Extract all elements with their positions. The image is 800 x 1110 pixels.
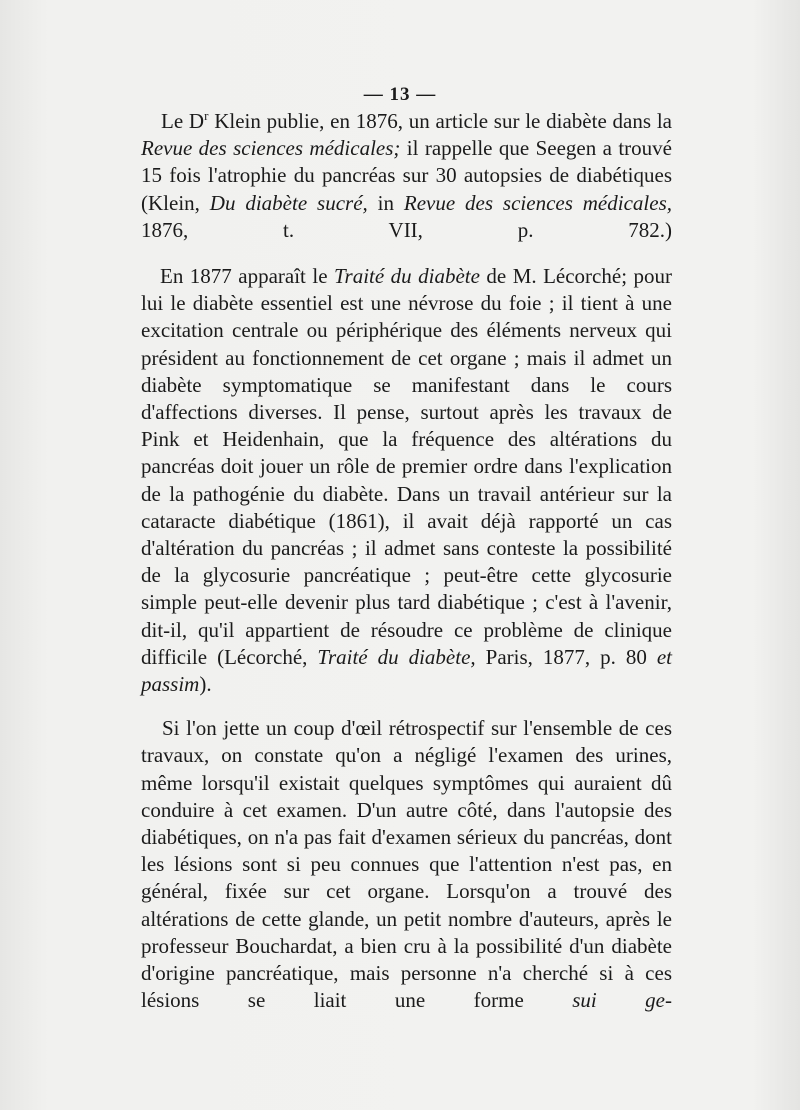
paragraph-klein (141, 108, 672, 244)
italic-citation: Revue des sciences médicales; (141, 136, 401, 161)
text-segment: in (367, 190, 404, 215)
text-segment: En 1877 apparaît le (160, 264, 334, 289)
text-segment: Klein publie, en 1876, un article sur le diabète dans la (208, 109, 672, 133)
text-segment: ). (199, 672, 212, 697)
text-segment: Si l'on jette un coup d'œil rétrospectif sur l'ensemble de ces travaux, on constate qu'on a négligé l'examen des urines, même lorsqu'il existait quelques symptômes qui auraient dû conduire à cet examen. D'un autre côté, dans l'autopsie des diabétiques, on n'a pas fait d'examen sérieux du pancréas, dont les lésions sont si peu connues que l'attention n'est pas, en général, fixée sur cet organe. Lorsqu'on a trouvé des altérations de cette glande, un petit nombre d'auteurs, après le professeur Bouchardat, a bien cru à la possibilité d'un diabète d'origine pancréatique, mais personne n'a cherché si à ces lésions se liait une forme (141, 716, 672, 1013)
body-text (141, 108, 672, 1015)
text-segment: Paris, 1877, p. 80 (475, 644, 657, 669)
italic-term: sui ge- (572, 988, 672, 1013)
italic-citation: Traité du diabète (334, 264, 480, 289)
text-segment: 1876, t. VII, p. 782.) (141, 217, 672, 242)
italic-citation: et passim (141, 644, 673, 697)
text-segment: il rappelle que Seegen a trouvé 15 fois l'atrophie du pancréas sur 30 autopsies de diabétiques (Klein, (141, 136, 672, 215)
paragraph-retrospective (141, 715, 672, 1014)
italic-citation: Traité du diabète, (317, 644, 476, 669)
italic-citation: Revue des sciences médicales, (403, 190, 672, 215)
text-segment: Le D (161, 109, 205, 133)
italic-citation: Du diabète sucré, (209, 190, 368, 215)
page-number: — 13 — (363, 84, 437, 105)
text-segment: de M. Lécorché; pour lui le diabète essentiel est une névrose du foie ; il tient à une excitation centrale ou périphérique des éléments nerveux qui président au fonctionnement de cet organe ; mais il admet un diabète symptomatique se manifestant dans le cours d'affections diverses. Il pense, surtout après les travaux de Pink et Heidenhain, que la fréquence des altérations du pancréas doit jouer un rôle de premier ordre dans l'explication de la pathogénie du diabète. Dans un travail antérieur sur la cataracte diabétique (1861), il avait déjà rapporté un cas d'altération du pancréas ; il admet sans conteste la possibilité de la glycosurie pancréatique ; peut-être cette glycosurie simple peut-elle devenir plus tard diabétique ; c'est à l'avenir, dit-il, qu'il appartient de résoudre ce problème de clinique difficile (Lécorché, (141, 264, 672, 669)
paragraph-lecorche (141, 263, 672, 698)
superscript-doctor: r (204, 108, 209, 123)
